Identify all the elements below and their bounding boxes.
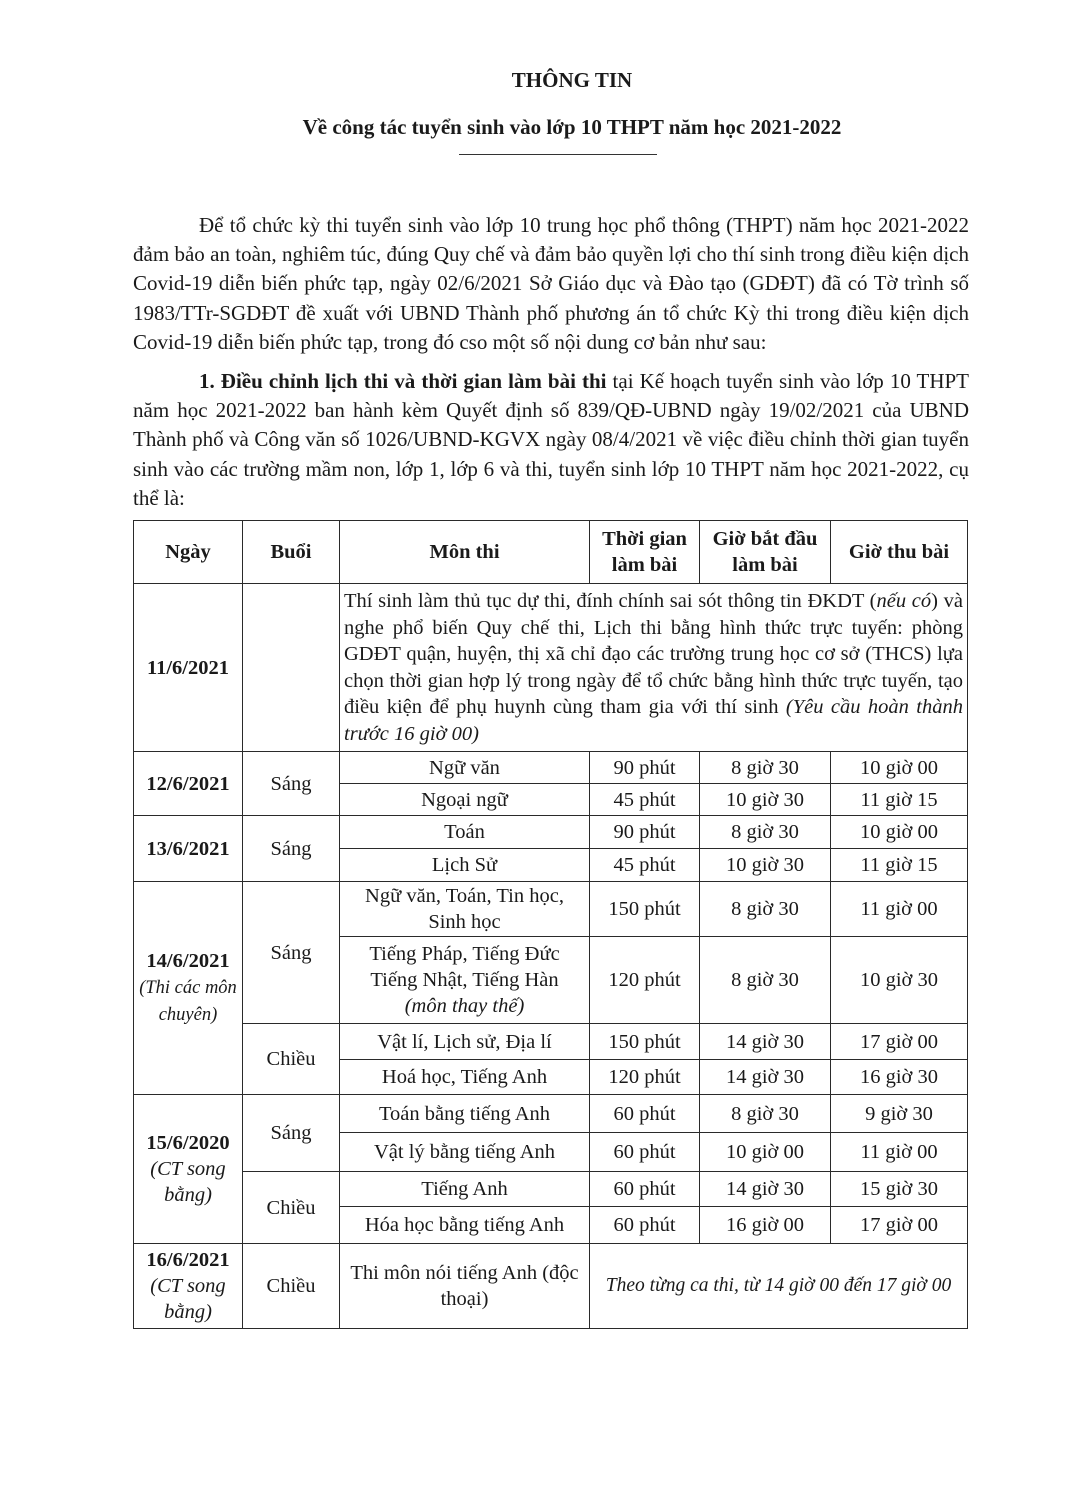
oral-exam-time: Theo từng ca thi, từ 14 giờ 00 đến 17 giờ 00 <box>590 1244 968 1329</box>
subject-cell: Vật lý bằng tiếng Anh <box>340 1133 590 1172</box>
subject-cell: Lịch Sử <box>340 849 590 882</box>
duration-cell: 150 phút <box>590 1024 700 1060</box>
start-cell: 10 giờ 30 <box>700 849 831 882</box>
duration-cell: 60 phút <box>590 1207 700 1244</box>
table-row <box>134 882 968 937</box>
table-row <box>134 1024 968 1060</box>
end-cell: 11 giờ 15 <box>831 849 968 882</box>
procedure-notice: Thí sinh làm thủ tục dự thi, đính chính sai sót thông tin ĐKDT (nếu có) và nghe phổ biến Quy chế thi, Lịch thi bằng hình thức trực tuyến: phòng GDĐT quận, huyện, thị xã chỉ đạo các trường trung học cơ sở (THCS) lựa chọn thời gian hợp lý trong ngày để tổ chức bằng hình thức trực tuyến, tạo điều kiện để phụ huynh cùng tham gia với thí sinh (Yêu cầu hoàn thành trước 16 giờ 00) <box>340 584 968 752</box>
session-cell: Sáng <box>243 752 340 816</box>
date-note: (CT song bằng) <box>150 1158 226 1207</box>
date-cell: 16/6/2021 (CT song bằng) <box>134 1244 243 1329</box>
table-row <box>134 1244 968 1329</box>
duration-cell: 90 phút <box>590 816 700 849</box>
subject-cell: Ngoại ngữ <box>340 784 590 816</box>
end-cell: 10 giờ 30 <box>831 937 968 1024</box>
start-cell: 10 giờ 30 <box>700 784 831 816</box>
end-cell: 16 giờ 30 <box>831 1060 968 1095</box>
end-cell: 17 giờ 00 <box>831 1207 968 1244</box>
start-cell: 8 giờ 30 <box>700 1095 831 1133</box>
section-1-body: tại Kế hoạch tuyển sinh vào lớp 10 THPT năm học 2021-2022 ban hành kèm Quyết định số 839/QĐ-UBND ngày 19/02/2021 của UBND Thành phố và Công văn số 1026/UBND-KGVX ngày 08/4/2021 về việc điều chỉnh thời gian tuyển sinh vào các trường mầm non, lớp 1, lớp 6 và thi, tuyển sinh lớp 10 THPT năm học 2021-2022, cụ thể là: <box>133 369 969 510</box>
duration-cell: 90 phút <box>590 752 700 784</box>
exam-schedule-table <box>133 520 968 1329</box>
session-cell: Sáng <box>243 1095 340 1172</box>
subject-cell: Ngữ văn, Toán, Tin học, Sinh học <box>340 882 590 937</box>
end-cell: 11 giờ 00 <box>831 1133 968 1172</box>
start-cell: 8 giờ 30 <box>700 816 831 849</box>
section-1-heading: 1. Điều chỉnh lịch thi và thời gian làm bài thi <box>199 369 607 394</box>
start-cell: 14 giờ 30 <box>700 1172 831 1207</box>
date-cell: 13/6/2021 <box>134 816 243 882</box>
subject-cell: Thi môn nói tiếng Anh (độc thoại) <box>340 1244 590 1329</box>
subject-cell: Tiếng Pháp, Tiếng Đức Tiếng Nhật, Tiếng Hàn (môn thay thế) <box>340 937 590 1024</box>
date-note: (CT song bằng) <box>150 1275 226 1324</box>
session-cell <box>243 584 340 752</box>
intro-paragraph: Để tổ chức kỳ thi tuyển sinh vào lớp 10 trung học phổ thông (THPT) năm học 2021-2022 đảm bảo an toàn, nghiêm túc, đúng Quy chế và đảm bảo quyền lợi cho thí sinh trong điều kiện dịch Covid-19 diễn biến phức tạp, ngày 02/6/2021 Sở Giáo dục và Đào tạo (GDĐT) đã có Tờ trình số 1983/TTr-SGDĐT đề xuất với UBND Thành phố phương án tổ chức Kỳ thi trong điều kiện dịch Covid-19 diễn biến phức tạp, trong đó cso một số nội dung cơ bản như sau: <box>133 213 969 354</box>
start-cell: 14 giờ 30 <box>700 1060 831 1095</box>
subject-cell: Toán <box>340 816 590 849</box>
subject-cell: Tiếng Anh <box>340 1172 590 1207</box>
table-row <box>134 1172 968 1207</box>
duration-cell: 60 phút <box>590 1095 700 1133</box>
document-subtitle: Về công tác tuyển sinh vào lớp 10 THPT năm học 2021-2022 <box>302 115 842 139</box>
subject-cell: Toán bằng tiếng Anh <box>340 1095 590 1133</box>
end-cell: 10 giờ 00 <box>831 752 968 784</box>
header-session: Buổi <box>243 521 340 584</box>
section-1-paragraph <box>133 367 969 513</box>
duration-cell: 120 phút <box>590 1060 700 1095</box>
header-duration: Thời gian làm bài <box>590 521 700 584</box>
duration-cell: 150 phút <box>590 882 700 937</box>
header-subject: Môn thi <box>340 521 590 584</box>
duration-cell: 45 phút <box>590 849 700 882</box>
start-cell: 8 giờ 30 <box>700 937 831 1024</box>
start-cell: 8 giờ 30 <box>700 882 831 937</box>
table-row <box>134 752 968 784</box>
duration-cell: 60 phút <box>590 1133 700 1172</box>
document-title: THÔNG TIN <box>511 68 633 92</box>
subject-cell: Hoá học, Tiếng Anh <box>340 1060 590 1095</box>
date-cell: 11/6/2021 <box>134 584 243 752</box>
date-cell: 12/6/2021 <box>134 752 243 816</box>
subject-cell: Vật lí, Lịch sử, Địa lí <box>340 1024 590 1060</box>
table-header-row <box>134 521 968 584</box>
session-cell: Chiều <box>243 1244 340 1329</box>
date-cell: 15/6/2020 (CT song bằng) <box>134 1095 243 1244</box>
table-row <box>134 1095 968 1133</box>
end-cell: 17 giờ 00 <box>831 1024 968 1060</box>
duration-cell: 60 phút <box>590 1172 700 1207</box>
end-cell: 11 giờ 00 <box>831 882 968 937</box>
subject-cell: Hóa học bằng tiếng Anh <box>340 1207 590 1244</box>
start-cell: 16 giờ 00 <box>700 1207 831 1244</box>
table-row <box>134 584 968 752</box>
session-cell: Sáng <box>243 816 340 882</box>
end-cell: 15 giờ 30 <box>831 1172 968 1207</box>
session-cell: Chiều <box>243 1024 340 1095</box>
duration-cell: 45 phút <box>590 784 700 816</box>
header-start: Giờ bắt đầu làm bài <box>700 521 831 584</box>
title-divider <box>459 154 657 155</box>
start-cell: 14 giờ 30 <box>700 1024 831 1060</box>
date-note: (Thi các môn chuyên) <box>139 978 237 1026</box>
date-cell: 14/6/2021 (Thi các môn chuyên) <box>134 882 243 1095</box>
header-date: Ngày <box>134 521 243 584</box>
duration-cell: 120 phút <box>590 937 700 1024</box>
start-cell: 8 giờ 30 <box>700 752 831 784</box>
end-cell: 11 giờ 15 <box>831 784 968 816</box>
end-cell: 9 giờ 30 <box>831 1095 968 1133</box>
start-cell: 10 giờ 00 <box>700 1133 831 1172</box>
end-cell: 10 giờ 00 <box>831 816 968 849</box>
session-cell: Chiều <box>243 1172 340 1244</box>
table-row <box>134 816 968 849</box>
header-end: Giờ thu bài <box>831 521 968 584</box>
subject-cell: Ngữ văn <box>340 752 590 784</box>
session-cell: Sáng <box>243 882 340 1024</box>
